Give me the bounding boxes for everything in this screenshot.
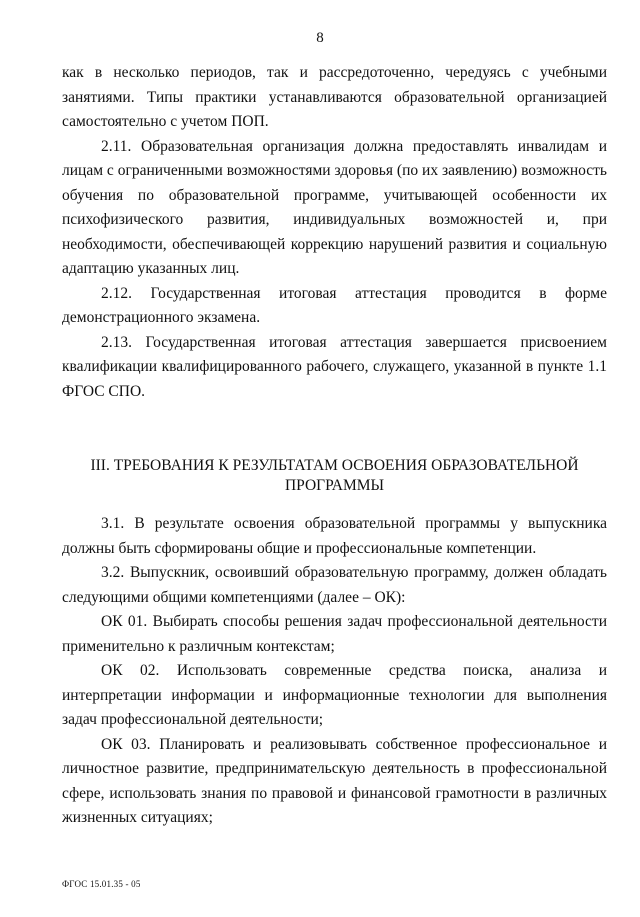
- footer-document-code: ФГОС 15.01.35 - 05: [62, 879, 141, 889]
- paragraph-2-13: 2.13. Государственная итоговая аттестация завершается присвоением квалификации квалифицированного рабочего, служащего, указанной в пункте 1.1 ФГОС СПО.: [62, 333, 607, 400]
- page-number: 8: [316, 30, 324, 46]
- paragraph: как в несколько периодов, так и рассредоточенно, чередуясь с учебными занятиями. Типы практики устанавливаются образовательной организацией самостоятельно с учетом ПОП.: [62, 64, 607, 130]
- competency-ok-02: ОК 02. Использовать современные средства поиска, анализа и интерпретации информации и информационные технологии для выполнения задач профессиональной деятельности;: [62, 662, 607, 728]
- body-text-before: [62, 61, 607, 404]
- paragraph-3-2: 3.2. Выпускник, освоивший образовательную программу, должен обладать следующими общими компетенциями (далее – ОК):: [62, 564, 607, 606]
- paragraph-3-1: 3.1. В результате освоения образовательной программы у выпускника должны быть сформированы общие и профессиональные компетенции.: [62, 515, 607, 557]
- section-heading-line-2: ПРОГРАММЫ: [284, 477, 385, 494]
- paragraph-2-12: 2.12. Государственная итоговая аттестация проводится в форме демонстрационного экзамена.: [62, 284, 607, 326]
- competency-ok-01: ОК 01. Выбирать способы решения задач профессиональной деятельности применительно к различным контекстам;: [62, 613, 607, 655]
- body-text-after: [62, 512, 607, 831]
- section-heading: [62, 456, 607, 496]
- paragraph-2-11: 2.11. Образовательная организация должна предоставлять инвалидам и лицам с ограниченными возможностями здоровья (по их заявлению) возможность обучения по образовательной программе, учитывающей особенности их психофизического развития, индивидуальных возможностей и, при необходимости, обеспечивающей коррекцию нарушений развития и социальную адаптацию указанных лиц.: [62, 137, 607, 277]
- section-heading-line-1: III. ТРЕБОВАНИЯ К РЕЗУЛЬТАТАМ ОСВОЕНИЯ ОБРАЗОВАТЕЛЬНОЙ: [90, 457, 579, 474]
- competency-ok-03: ОК 03. Планировать и реализовывать собственное профессиональное и личностное развитие, предпринимательскую деятельность в профессиональной сфере, использовать знания по правовой и финансовой грамотности в различных жизненных ситуациях;: [62, 735, 607, 826]
